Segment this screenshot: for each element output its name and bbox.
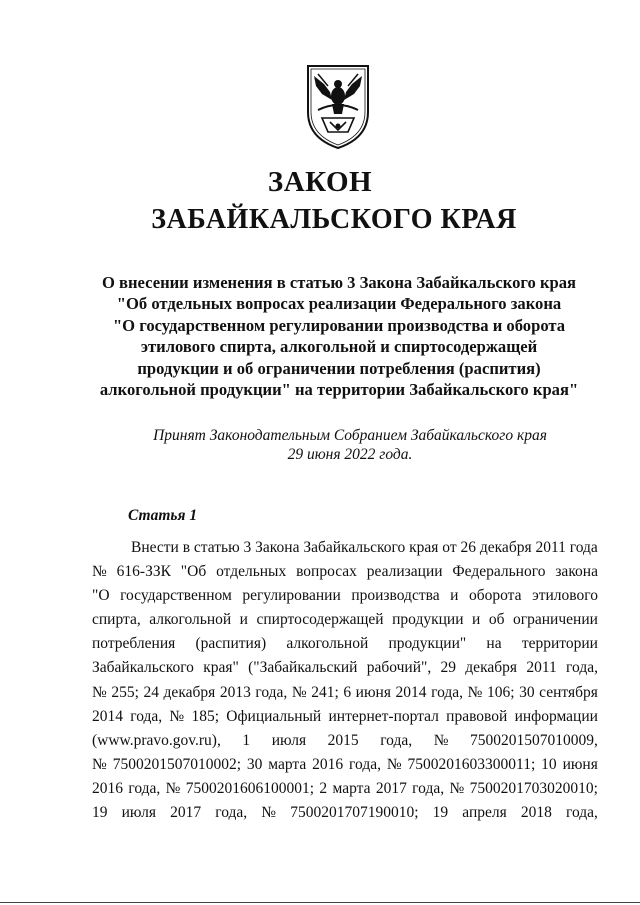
body-word: оборота	[468, 587, 522, 605]
body-word: правовой	[446, 707, 508, 725]
body-word: года,	[565, 804, 598, 822]
body-word: 2013	[219, 683, 251, 701]
body-word: этилового	[532, 587, 598, 605]
body-word: потребления	[92, 635, 176, 653]
body-word: "О	[92, 587, 110, 605]
body-word: вопросах	[296, 563, 357, 581]
body-word: года,	[130, 707, 163, 725]
article-title: Статья 1	[128, 507, 198, 524]
body-word: №	[386, 755, 402, 773]
body-word: интернет-портал	[328, 707, 439, 725]
body-word: (распития)	[195, 635, 267, 653]
body-word: 2017	[170, 804, 202, 822]
body-word: 2017	[375, 779, 407, 797]
body-word: производства	[351, 587, 440, 605]
body-word: продукции"	[388, 635, 467, 653]
body-word: 2014	[395, 683, 427, 701]
body-word: алкогольной	[149, 611, 232, 629]
body-word: ограничении	[513, 611, 598, 629]
body-word: и	[450, 587, 459, 605]
body-word: марта	[332, 779, 371, 797]
body-word: №	[433, 731, 449, 749]
body-word: 7500201603300011;	[407, 755, 536, 773]
body-line	[92, 801, 598, 825]
body-word: и	[239, 611, 248, 629]
body-word: ("Забайкальский	[248, 659, 358, 677]
subject-line: алкогольной продукции" на территории Забайкальского края"	[99, 380, 579, 400]
body-line	[92, 777, 598, 801]
subject-line: "Об отдельных вопросах реализации Федерального закона	[116, 294, 562, 314]
body-word: 2014	[92, 707, 123, 725]
body-word: 2016	[312, 755, 344, 773]
body-word: 7500201703020010;	[469, 779, 598, 797]
body-word: Официальный	[226, 707, 322, 725]
body-word: 24	[143, 683, 159, 701]
body-word: года,	[412, 779, 445, 797]
body-word: информации	[514, 707, 598, 725]
body-word: 2011	[526, 659, 557, 677]
body-line	[92, 681, 598, 705]
body-line	[92, 608, 598, 632]
coat-of-arms-icon	[302, 62, 374, 150]
body-word: 2018	[520, 804, 552, 822]
body-word: декабря	[163, 683, 216, 701]
body-word: спиртосодержащей	[256, 611, 384, 629]
body-word: №	[291, 683, 307, 701]
adoption-date: 29 июня 2022 года.	[287, 446, 413, 463]
body-word: территории	[521, 635, 598, 653]
body-word: 7500201507010002;	[112, 755, 241, 773]
body-word: 10	[541, 755, 557, 773]
body-word: июля	[121, 804, 156, 822]
body-word: 1	[242, 731, 251, 749]
body-line	[92, 729, 598, 753]
body-word: сентября	[539, 683, 598, 701]
body-word: июля	[271, 731, 307, 749]
body-word: Федерального	[452, 563, 546, 581]
body-line	[92, 753, 598, 777]
body-word: года,	[349, 755, 381, 773]
body-word: и	[472, 611, 481, 629]
body-word: края"	[203, 659, 239, 677]
body-word: 6	[343, 683, 352, 701]
body-word: регулировании	[242, 587, 341, 605]
body-word: государственном	[120, 587, 232, 605]
body-word: на	[486, 635, 502, 653]
body-word: 185;	[191, 707, 220, 725]
body-word: года,	[380, 731, 413, 749]
body-word: апреля	[462, 804, 507, 822]
body-word: года,	[215, 804, 248, 822]
body-word: отдельных	[216, 563, 287, 581]
body-word: рабочий",	[366, 659, 432, 677]
body-word: продукции	[392, 611, 464, 629]
body-word: №	[92, 683, 107, 701]
body-line	[92, 632, 598, 656]
article-body	[92, 536, 598, 825]
body-word: 7500201606100001;	[185, 779, 315, 797]
body-word: №	[467, 683, 483, 701]
body-word: спирта,	[92, 611, 141, 629]
subject-line: О внесении изменения в статью 3 Закона Забайкальского края	[101, 273, 577, 292]
body-word: 2	[319, 779, 328, 797]
body-line: Внести в статью 3 Закона Забайкальского края от 26 декабря 2011 года	[131, 539, 598, 556]
body-word: 30	[519, 683, 535, 701]
body-word: №	[165, 779, 181, 797]
body-word: 106;	[486, 683, 515, 701]
body-word: года,	[255, 683, 288, 701]
body-line	[92, 705, 598, 729]
body-word: года,	[128, 779, 161, 797]
body-word: 19	[92, 804, 108, 822]
body-word: (www.pravo.gov.ru),	[92, 731, 221, 749]
body-word: 2016	[92, 779, 123, 797]
body-word: 7500201707190010;	[290, 804, 419, 822]
law-subject	[84, 272, 594, 400]
body-word: алкогольной	[286, 635, 369, 653]
law-title: ЗАКОН	[267, 166, 373, 198]
body-word: №	[261, 804, 277, 822]
body-word: №	[449, 779, 465, 797]
law-region-title: ЗАБАЙКАЛЬСКОГО КРАЯ	[151, 204, 517, 235]
body-word: июня	[562, 755, 598, 773]
body-word: 30	[246, 755, 263, 773]
body-word: 29	[440, 659, 456, 677]
body-word: 2015	[327, 731, 359, 749]
body-word: июня	[355, 683, 391, 701]
body-word: 616-ЗЗК	[116, 563, 171, 581]
page-bottom-divider	[0, 902, 640, 903]
adoption-note	[130, 426, 570, 464]
body-word: Забайкальского	[92, 659, 194, 677]
body-word: реализации	[366, 563, 443, 581]
adoption-line: Принят Законодательным Собранием Забайкальского края	[153, 427, 547, 444]
body-word: 7500201507010009,	[470, 731, 598, 749]
body-word: 19	[432, 804, 449, 822]
body-word: 255;	[111, 683, 139, 701]
body-word: 241;	[311, 683, 339, 701]
body-word: №	[92, 563, 107, 581]
subject-line: "О государственном регулировании производства и оборота	[112, 315, 566, 335]
body-line	[92, 560, 598, 584]
body-word: об	[488, 611, 505, 629]
body-word: года,	[566, 659, 598, 677]
body-word: закона	[555, 563, 598, 581]
subject-line: этилового спирта, алкогольной и спиртосодержащей	[140, 337, 538, 357]
body-line	[92, 656, 598, 680]
body-word: декабря	[465, 659, 518, 677]
body-word: года,	[431, 683, 464, 701]
body-word: №	[92, 755, 107, 773]
body-word: "Об	[180, 563, 207, 581]
body-line	[92, 584, 598, 608]
body-word: №	[169, 707, 185, 725]
subject-line: продукции и об ограничении потребления (распития)	[137, 358, 541, 378]
body-word: марта	[268, 755, 307, 773]
